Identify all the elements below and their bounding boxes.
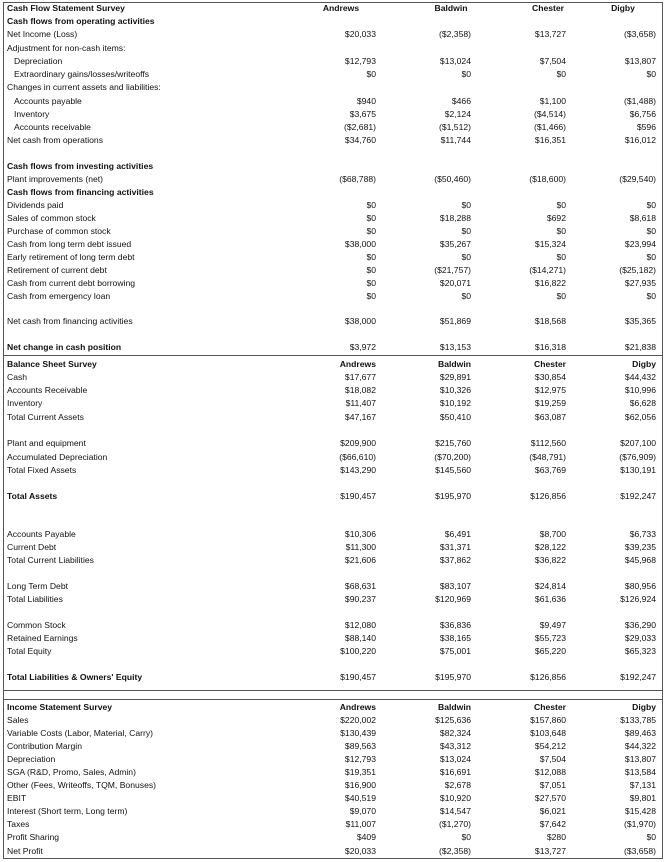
cash-flow-row-label: Accounts receivable [14, 122, 91, 132]
income-statement-value-andrews: $40,519 [344, 793, 376, 803]
financial-survey-sheet [3, 2, 663, 859]
cash-flow-value-digby: $27,935 [624, 278, 656, 288]
cash-flow-value-chester: $7,504 [539, 56, 566, 66]
balance-sheet-value-andrews: $100,220 [340, 646, 376, 656]
cash-flow-value-baldwin: $20,071 [439, 278, 471, 288]
balance-sheet-value-andrews: $90,237 [344, 594, 376, 604]
company-header-digby-income: Digby [632, 702, 656, 712]
balance-sheet-value-andrews: $209,900 [340, 438, 376, 448]
income-statement-value-chester: $157,860 [530, 715, 566, 725]
company-header-chester-income: Chester [534, 702, 566, 712]
cash-flow-value-chester: $0 [556, 226, 566, 236]
income-statement-value-andrews: $220,002 [340, 715, 376, 725]
cash-flow-row-label: Cash flows from operating activities [7, 16, 155, 26]
income-statement-row-label: Interest (Short term, Long term) [7, 806, 128, 816]
balance-sheet-value-baldwin: ($70,200) [434, 452, 471, 462]
balance-sheet-value-andrews: $88,140 [344, 633, 376, 643]
cash-flow-value-digby: $8,618 [629, 213, 656, 223]
cash-flow-row-label: Early retirement of long term debt [7, 252, 135, 262]
cash-flow-value-chester: $13,727 [534, 29, 566, 39]
balance-sheet-value-andrews: $12,080 [344, 620, 376, 630]
cash-flow-value-baldwin: $0 [461, 291, 471, 301]
balance-sheet-value-andrews: $68,631 [344, 581, 376, 591]
income-statement-value-digby: $13,584 [624, 767, 656, 777]
company-header-andrews-balance: Andrews [339, 359, 376, 369]
cash-flow-value-andrews: $0 [366, 252, 376, 262]
cash-flow-value-andrews: $0 [366, 213, 376, 223]
balance-sheet-row-label: Current Debt [7, 542, 57, 552]
company-header-baldwin-income: Baldwin [438, 702, 471, 712]
company-header-chester-cashflow: Chester [532, 3, 564, 13]
cash-flow-row-label: Net change in cash position [7, 342, 122, 352]
cash-flow-row-label: Plant improvements (net) [7, 174, 103, 184]
income-statement-row-label: SGA (R&D, Promo, Sales, Admin) [7, 767, 136, 777]
cash-flow-row-label: Purchase of common stock [7, 226, 111, 236]
cash-flow-row-label: Depreciation [14, 56, 63, 66]
income-statement-row-label: Taxes [7, 819, 30, 829]
income-statement-value-chester: $54,212 [534, 741, 566, 751]
balance-sheet-value-baldwin: $10,326 [439, 385, 471, 395]
cash-flow-value-baldwin: $13,153 [439, 342, 471, 352]
income-statement-value-chester: $103,648 [530, 728, 566, 738]
balance-sheet-row-label: Total Assets [7, 491, 58, 501]
balance-sheet-value-baldwin: $195,970 [435, 672, 471, 682]
income-statement-value-chester: $6,021 [539, 806, 566, 816]
balance-sheet-value-baldwin: $145,560 [435, 465, 471, 475]
balance-sheet-value-digby: $39,235 [624, 542, 656, 552]
income-statement-value-baldwin: $16,691 [439, 767, 471, 777]
cash-flow-row-label: Inventory [14, 109, 50, 119]
cash-flow-value-chester: $16,822 [534, 278, 566, 288]
balance-sheet-row-label: Total Equity [7, 646, 52, 656]
cash-flow-row-label: Dividends paid [7, 200, 64, 210]
income-statement-value-andrews: $409 [356, 832, 376, 842]
income-statement-value-baldwin: $14,547 [439, 806, 471, 816]
balance-sheet-value-andrews: ($66,610) [339, 452, 376, 462]
income-statement-value-andrews: $11,007 [345, 819, 376, 829]
balance-sheet-value-baldwin: $31,371 [439, 542, 471, 552]
company-header-andrews-income: Andrews [339, 702, 376, 712]
cash-flow-value-andrews: $0 [366, 200, 376, 210]
income-statement-row-label: Net Profit [7, 846, 43, 856]
income-statement-value-chester: $7,642 [539, 819, 566, 829]
income-statement-value-digby: ($1,970) [623, 819, 656, 829]
balance-sheet-value-chester: $63,087 [534, 412, 566, 422]
cash-flow-value-baldwin: $35,267 [439, 239, 471, 249]
cash-flow-value-chester: $0 [556, 69, 566, 79]
income-statement-value-digby: $15,428 [624, 806, 656, 816]
cash-flow-value-andrews: $0 [366, 69, 376, 79]
balance-sheet-value-digby: $192,247 [620, 672, 656, 682]
cash-flow-value-andrews: $0 [366, 265, 376, 275]
cash-flow-value-digby: $6,756 [629, 109, 656, 119]
income-statement-value-digby: $0 [646, 832, 656, 842]
balance-sheet-value-andrews: $11,300 [345, 542, 376, 552]
income-statement-value-andrews: $16,900 [344, 780, 376, 790]
cash-flow-value-andrews: $38,000 [344, 316, 376, 326]
income-statement-value-andrews: $19,351 [344, 767, 376, 777]
cash-flow-value-baldwin: ($2,358) [438, 29, 471, 39]
balance-sheet-row-label: Total Current Assets [7, 412, 84, 422]
income-statement-row-label: EBIT [7, 793, 27, 803]
balance-sheet-value-andrews: $11,407 [345, 398, 376, 408]
balance-sheet-value-digby: $207,100 [620, 438, 656, 448]
cash-flow-value-chester: ($18,600) [529, 174, 566, 184]
income-statement-value-digby: $7,131 [629, 780, 656, 790]
cash-flow-row-label: Changes in current assets and liabilities: [7, 82, 161, 92]
income-statement-value-chester: $12,088 [534, 767, 566, 777]
cash-flow-value-chester: $0 [556, 200, 566, 210]
balance-sheet-value-andrews: $143,290 [340, 465, 376, 475]
balance-sheet-row-label: Accumulated Depreciation [7, 452, 108, 462]
balance-sheet-value-andrews: $190,457 [340, 672, 376, 682]
cash-flow-value-digby: $13,807 [624, 56, 656, 66]
cash-flow-value-andrews: $20,033 [344, 29, 376, 39]
balance-sheet-value-digby: $44,432 [624, 372, 656, 382]
income-statement-value-andrews: $130,439 [340, 728, 376, 738]
income-statement-value-andrews: $89,563 [344, 741, 376, 751]
balance-sheet-value-baldwin: $50,410 [439, 412, 471, 422]
balance-sheet-value-chester: $63,769 [534, 465, 566, 475]
income-statement-row-label: Depreciation [7, 754, 56, 764]
balance-sheet-value-chester: $55,723 [534, 633, 566, 643]
income-statement-value-baldwin: ($1,270) [438, 819, 471, 829]
income-statement-row-label: Other (Fees, Writeoffs, TQM, Bonuses) [7, 780, 157, 790]
cash-flow-value-andrews: ($68,788) [339, 174, 376, 184]
balance-sheet-value-digby: $36,290 [624, 620, 656, 630]
cash-flow-value-andrews: $34,760 [344, 135, 376, 145]
cash-flow-row-label: Net cash from operations [7, 135, 104, 145]
balance-sheet-value-digby: $45,968 [624, 555, 656, 565]
balance-sheet-value-digby: $10,996 [624, 385, 656, 395]
cash-flow-value-digby: ($3,658) [623, 29, 656, 39]
cash-flow-value-andrews: $3,972 [349, 342, 376, 352]
income-statement-value-baldwin: $2,678 [444, 780, 471, 790]
balance-sheet-value-digby: $6,733 [629, 529, 656, 539]
balance-sheet-value-chester: ($48,791) [529, 452, 566, 462]
cash-flow-value-chester: $18,568 [534, 316, 566, 326]
cash-flow-value-chester: $16,351 [534, 135, 566, 145]
balance-sheet-row-label: Accounts Receivable [7, 385, 88, 395]
cash-flow-value-chester: $0 [556, 252, 566, 262]
balance-sheet-value-chester: $126,856 [530, 491, 566, 501]
income-statement-value-digby: $13,807 [624, 754, 656, 764]
income-statement-value-andrews: $20,033 [344, 846, 376, 856]
balance-sheet-row-label: Retained Earnings [7, 633, 78, 643]
section-divider [4, 699, 662, 700]
cash-flow-value-andrews: ($2,681) [343, 122, 376, 132]
income-statement-value-chester: $27,570 [534, 793, 566, 803]
income-statement-value-baldwin: $125,636 [435, 715, 471, 725]
balance-sheet-value-digby: $29,033 [624, 633, 656, 643]
balance-sheet-value-baldwin: $215,760 [435, 438, 471, 448]
income-statement-value-digby: $9,801 [629, 793, 656, 803]
cash-flow-row-label: Sales of common stock [7, 213, 96, 223]
balance-sheet-value-chester: $30,854 [534, 372, 566, 382]
company-header-digby-cashflow: Digby [611, 3, 635, 13]
cash-flow-value-chester: $692 [546, 213, 566, 223]
company-header-andrews-cashflow: Andrews [322, 3, 360, 13]
balance-sheet-value-chester: $61,636 [534, 594, 566, 604]
balance-sheet-value-chester: $126,856 [530, 672, 566, 682]
cash-flow-value-digby: ($25,182) [619, 265, 656, 275]
cash-flow-value-chester: ($1,466) [533, 122, 566, 132]
income-statement-row-label: Variable Costs (Labor, Material, Carry) [7, 728, 153, 738]
income-statement-value-baldwin: $10,920 [439, 793, 471, 803]
cash-flow-value-baldwin: $18,288 [439, 213, 471, 223]
cash-flow-row-label: Net Income (Loss) [7, 29, 78, 39]
cash-flow-value-andrews: $12,793 [344, 56, 376, 66]
cash-flow-row-label: Accounts payable [14, 96, 82, 106]
cash-flow-value-digby: $0 [646, 252, 656, 262]
income-statement-value-baldwin: ($2,358) [438, 846, 471, 856]
balance-sheet-row-label: Cash [7, 372, 28, 382]
income-statement-value-digby: ($3,658) [623, 846, 656, 856]
cash-flow-value-baldwin: $11,744 [440, 135, 471, 145]
balance-sheet-value-chester: $19,259 [534, 398, 566, 408]
balance-sheet-value-chester: $65,220 [534, 646, 566, 656]
balance-sheet-row-label: Plant and equipment [7, 438, 86, 448]
cash-flow-row-label: Cash flows from investing activities [7, 161, 154, 171]
cash-flow-value-baldwin: $0 [461, 200, 471, 210]
cash-flow-value-baldwin: $466 [451, 96, 471, 106]
balance-sheet-row-label: Common Stock [7, 620, 66, 630]
income-statement-row-label: Profit Sharing [7, 832, 60, 842]
cash-flow-title: Cash Flow Statement Survey [7, 3, 125, 13]
balance-sheet-value-andrews: $10,306 [344, 529, 376, 539]
cash-flow-value-baldwin: ($50,460) [434, 174, 471, 184]
cash-flow-value-digby: $21,838 [624, 342, 656, 352]
cash-flow-value-chester: ($14,271) [529, 265, 566, 275]
income-statement-value-baldwin: $43,312 [439, 741, 471, 751]
balance-sheet-row-label: Total Fixed Assets [7, 465, 77, 475]
balance-sheet-title: Balance Sheet Survey [7, 359, 97, 369]
cash-flow-value-digby: $35,365 [624, 316, 656, 326]
cash-flow-row-label: Cash from emergency loan [7, 291, 111, 301]
balance-sheet-value-chester: $24,814 [534, 581, 566, 591]
cash-flow-value-digby: $23,994 [624, 239, 656, 249]
balance-sheet-row-label: Total Liabilities [7, 594, 63, 604]
balance-sheet-value-baldwin: $36,836 [439, 620, 471, 630]
cash-flow-row-label: Cash from current debt borrowing [7, 278, 136, 288]
balance-sheet-value-baldwin: $83,107 [439, 581, 471, 591]
income-statement-value-digby: $89,463 [624, 728, 656, 738]
cash-flow-row-label: Net cash from financing activities [7, 316, 133, 326]
balance-sheet-row-label: Total Liabilities & Owners' Equity [7, 672, 143, 682]
income-statement-value-baldwin: $13,024 [439, 754, 471, 764]
company-header-baldwin-balance: Baldwin [438, 359, 471, 369]
cash-flow-value-digby: $596 [636, 122, 656, 132]
company-header-chester-balance: Chester [534, 359, 566, 369]
balance-sheet-value-digby: $130,191 [620, 465, 656, 475]
section-divider [4, 690, 662, 691]
balance-sheet-value-baldwin: $75,001 [439, 646, 471, 656]
cash-flow-row-label: Cash flows from financing activities [7, 187, 154, 197]
balance-sheet-value-andrews: $17,677 [344, 372, 376, 382]
balance-sheet-value-digby: $6,628 [629, 398, 656, 408]
cash-flow-value-baldwin: ($1,512) [438, 122, 471, 132]
income-statement-title: Income Statement Survey [7, 702, 113, 712]
cash-flow-row-label: Extraordinary gains/losses/writeoffs [14, 69, 150, 79]
cash-flow-value-andrews: $0 [366, 278, 376, 288]
cash-flow-value-digby: $16,012 [624, 135, 656, 145]
cash-flow-value-andrews: $3,675 [349, 109, 376, 119]
balance-sheet-value-baldwin: $37,862 [439, 555, 471, 565]
cash-flow-value-digby: $0 [646, 69, 656, 79]
cash-flow-value-baldwin: $0 [461, 252, 471, 262]
balance-sheet-value-digby: $80,956 [624, 581, 656, 591]
balance-sheet-row-label: Inventory [7, 398, 43, 408]
cash-flow-row-label: Retirement of current debt [7, 265, 107, 275]
balance-sheet-row-label: Total Current Liabilities [7, 555, 94, 565]
section-divider [4, 355, 662, 356]
cash-flow-value-chester: $0 [556, 291, 566, 301]
cash-flow-value-baldwin: ($21,757) [434, 265, 471, 275]
income-statement-value-digby: $44,322 [624, 741, 656, 751]
balance-sheet-value-chester: $9,497 [539, 620, 566, 630]
balance-sheet-value-baldwin: $29,891 [439, 372, 471, 382]
cash-flow-value-baldwin: $0 [461, 69, 471, 79]
balance-sheet-value-digby: $192,247 [620, 491, 656, 501]
company-header-baldwin-cashflow: Baldwin [434, 3, 468, 13]
balance-sheet-value-chester: $28,122 [534, 542, 566, 552]
cash-flow-value-chester: $16,318 [534, 342, 566, 352]
balance-sheet-value-baldwin: $120,969 [435, 594, 471, 604]
balance-sheet-value-baldwin: $195,970 [435, 491, 471, 501]
cash-flow-value-andrews: $38,000 [344, 239, 376, 249]
cash-flow-value-digby: $0 [646, 291, 656, 301]
balance-sheet-value-andrews: $190,457 [340, 491, 376, 501]
balance-sheet-value-digby: $65,323 [624, 646, 656, 656]
income-statement-value-baldwin: $0 [461, 832, 471, 842]
cash-flow-value-digby: $0 [646, 226, 656, 236]
income-statement-value-chester: $7,051 [539, 780, 566, 790]
balance-sheet-value-andrews: $18,082 [344, 385, 376, 395]
cash-flow-value-digby: ($29,540) [619, 174, 656, 184]
balance-sheet-value-andrews: $21,606 [344, 555, 376, 565]
balance-sheet-value-baldwin: $6,491 [444, 529, 471, 539]
balance-sheet-value-digby: ($76,909) [619, 452, 656, 462]
balance-sheet-value-baldwin: $10,192 [439, 398, 471, 408]
balance-sheet-value-digby: $126,924 [620, 594, 656, 604]
income-statement-value-chester: $7,504 [539, 754, 566, 764]
balance-sheet-value-chester: $36,822 [534, 555, 566, 565]
income-statement-value-andrews: $12,793 [344, 754, 376, 764]
income-statement-row-label: Sales [7, 715, 29, 725]
balance-sheet-value-chester: $112,560 [530, 438, 566, 448]
cash-flow-value-chester: $15,324 [534, 239, 566, 249]
cash-flow-value-baldwin: $2,124 [444, 109, 471, 119]
cash-flow-value-andrews: $940 [356, 96, 376, 106]
balance-sheet-row-label: Long Term Debt [7, 581, 68, 591]
balance-sheet-value-andrews: $47,167 [344, 412, 376, 422]
company-header-digby-balance: Digby [632, 359, 656, 369]
cash-flow-row-label: Adjustment for non-cash items: [7, 43, 126, 53]
cash-flow-value-digby: $0 [646, 200, 656, 210]
cash-flow-row-label: Cash from long term debt issued [7, 239, 132, 249]
cash-flow-value-chester: ($4,514) [533, 109, 566, 119]
income-statement-value-chester: $13,727 [534, 846, 566, 856]
balance-sheet-row-label: Accounts Payable [7, 529, 76, 539]
cash-flow-value-chester: $1,100 [539, 96, 566, 106]
balance-sheet-value-baldwin: $38,165 [439, 633, 471, 643]
cash-flow-value-baldwin: $51,869 [439, 316, 471, 326]
income-statement-value-chester: $280 [546, 832, 566, 842]
cash-flow-value-baldwin: $13,024 [439, 56, 471, 66]
income-statement-value-digby: $133,785 [620, 715, 656, 725]
cash-flow-value-digby: ($1,488) [623, 96, 656, 106]
income-statement-value-andrews: $9,070 [349, 806, 376, 816]
cash-flow-value-andrews: $0 [366, 291, 376, 301]
cash-flow-value-andrews: $0 [366, 226, 376, 236]
income-statement-row-label: Contribution Margin [7, 741, 82, 751]
cash-flow-value-baldwin: $0 [461, 226, 471, 236]
balance-sheet-value-digby: $62,056 [624, 412, 656, 422]
balance-sheet-value-chester: $8,700 [539, 529, 566, 539]
income-statement-value-baldwin: $82,324 [439, 728, 471, 738]
balance-sheet-value-chester: $12,975 [534, 385, 566, 395]
